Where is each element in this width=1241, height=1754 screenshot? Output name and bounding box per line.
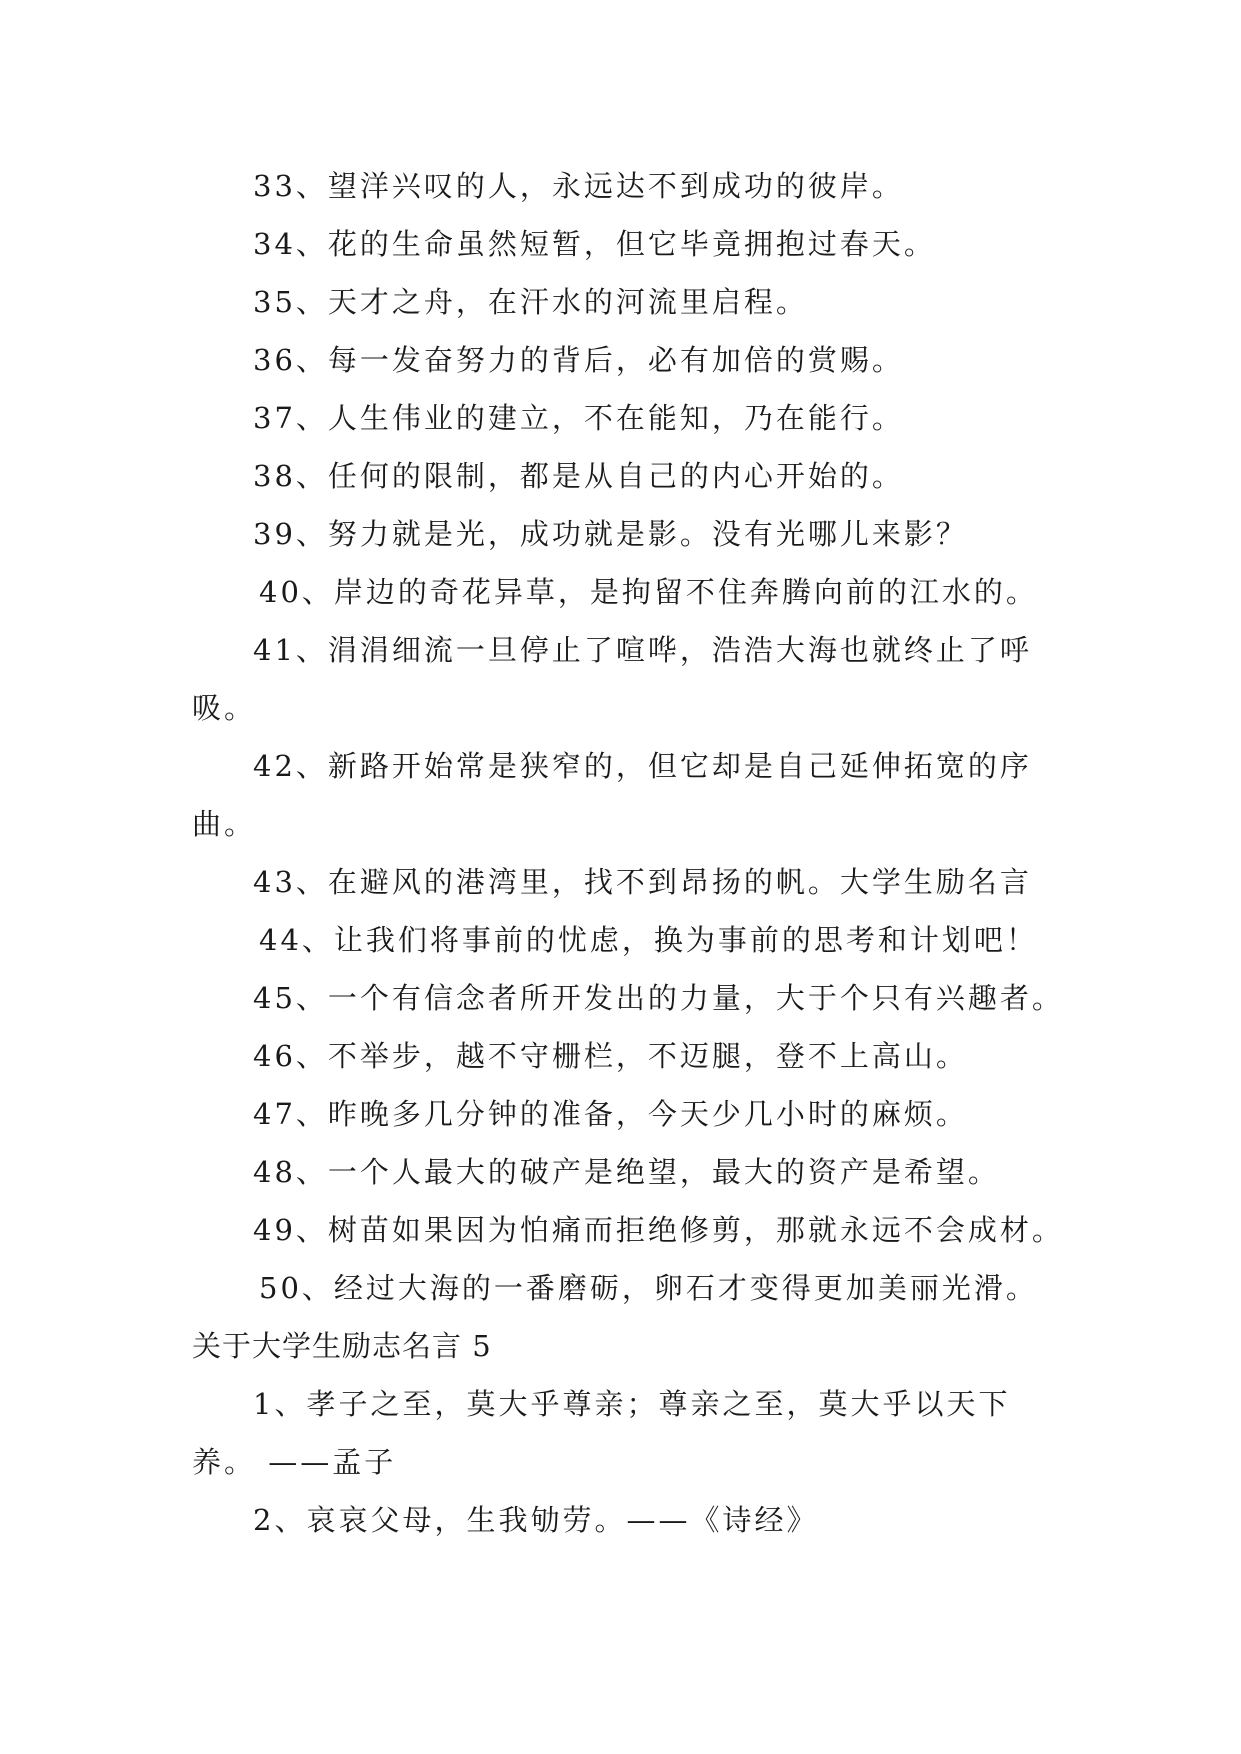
quote-line-34: 34、花的生命虽然短暂，但它毕竟拥抱过春天。: [253, 227, 936, 261]
quote-line-48: 48、一个人最大的破产是绝望，最大的资产是希望。: [253, 1155, 1000, 1189]
quote-line-50: 50、经过大海的一番磨砺，卵石才变得更加美丽光滑。: [259, 1271, 1038, 1305]
quote-line-42: 42、新路开始常是狭窄的，但它却是自己延伸拓宽的序: [253, 749, 1032, 783]
quote-line-41: 41、涓涓细流一旦停止了喧哗，浩浩大海也就终止了呼: [253, 633, 1032, 667]
quote-line-s5-1: 1、孝子之至，莫大乎尊亲；尊亲之至，莫大乎以天下: [253, 1387, 1011, 1421]
quote-line-41-cont: 吸。: [192, 691, 257, 725]
quote-line-s5-1-cont: 养。 ——孟子: [192, 1445, 397, 1479]
quote-line-38: 38、任何的限制，都是从自己的内心开始的。: [253, 459, 904, 493]
quote-line-44: 44、让我们将事前的忧虑，换为事前的思考和计划吧！: [259, 923, 1038, 957]
quote-line-40: 40、岸边的奇花异草，是拘留不住奔腾向前的江水的。: [259, 575, 1038, 609]
quote-line-43: 43、在避风的港湾里，找不到昂扬的帆。大学生励名言: [253, 865, 1032, 899]
quote-line-42-cont: 曲。: [192, 807, 257, 841]
quote-line-46: 46、不举步，越不守栅栏，不迈腿，登不上高山。: [253, 1039, 968, 1073]
quote-line-s5-2: 2、哀哀父母，生我劬劳。——《诗经》: [253, 1503, 819, 1537]
quote-line-35: 35、天才之舟，在汗水的河流里启程。: [253, 285, 808, 319]
quote-line-37: 37、人生伟业的建立，不在能知，乃在能行。: [253, 401, 904, 435]
quote-line-47: 47、昨晚多几分钟的准备，今天少几小时的麻烦。: [253, 1097, 968, 1131]
quote-line-49: 49、树苗如果因为怕痛而拒绝修剪，那就永远不会成材。: [253, 1213, 1064, 1247]
section-heading: 关于大学生励志名言 5: [192, 1329, 492, 1363]
quote-line-39: 39、努力就是光，成功就是影。没有光哪儿来影？: [253, 517, 968, 551]
quote-line-33: 33、望洋兴叹的人，永远达不到成功的彼岸。: [253, 169, 904, 203]
quote-line-36: 36、每一发奋努力的背后，必有加倍的赏赐。: [253, 343, 904, 377]
quote-line-45: 45、一个有信念者所开发出的力量，大于个只有兴趣者。: [253, 981, 1064, 1015]
